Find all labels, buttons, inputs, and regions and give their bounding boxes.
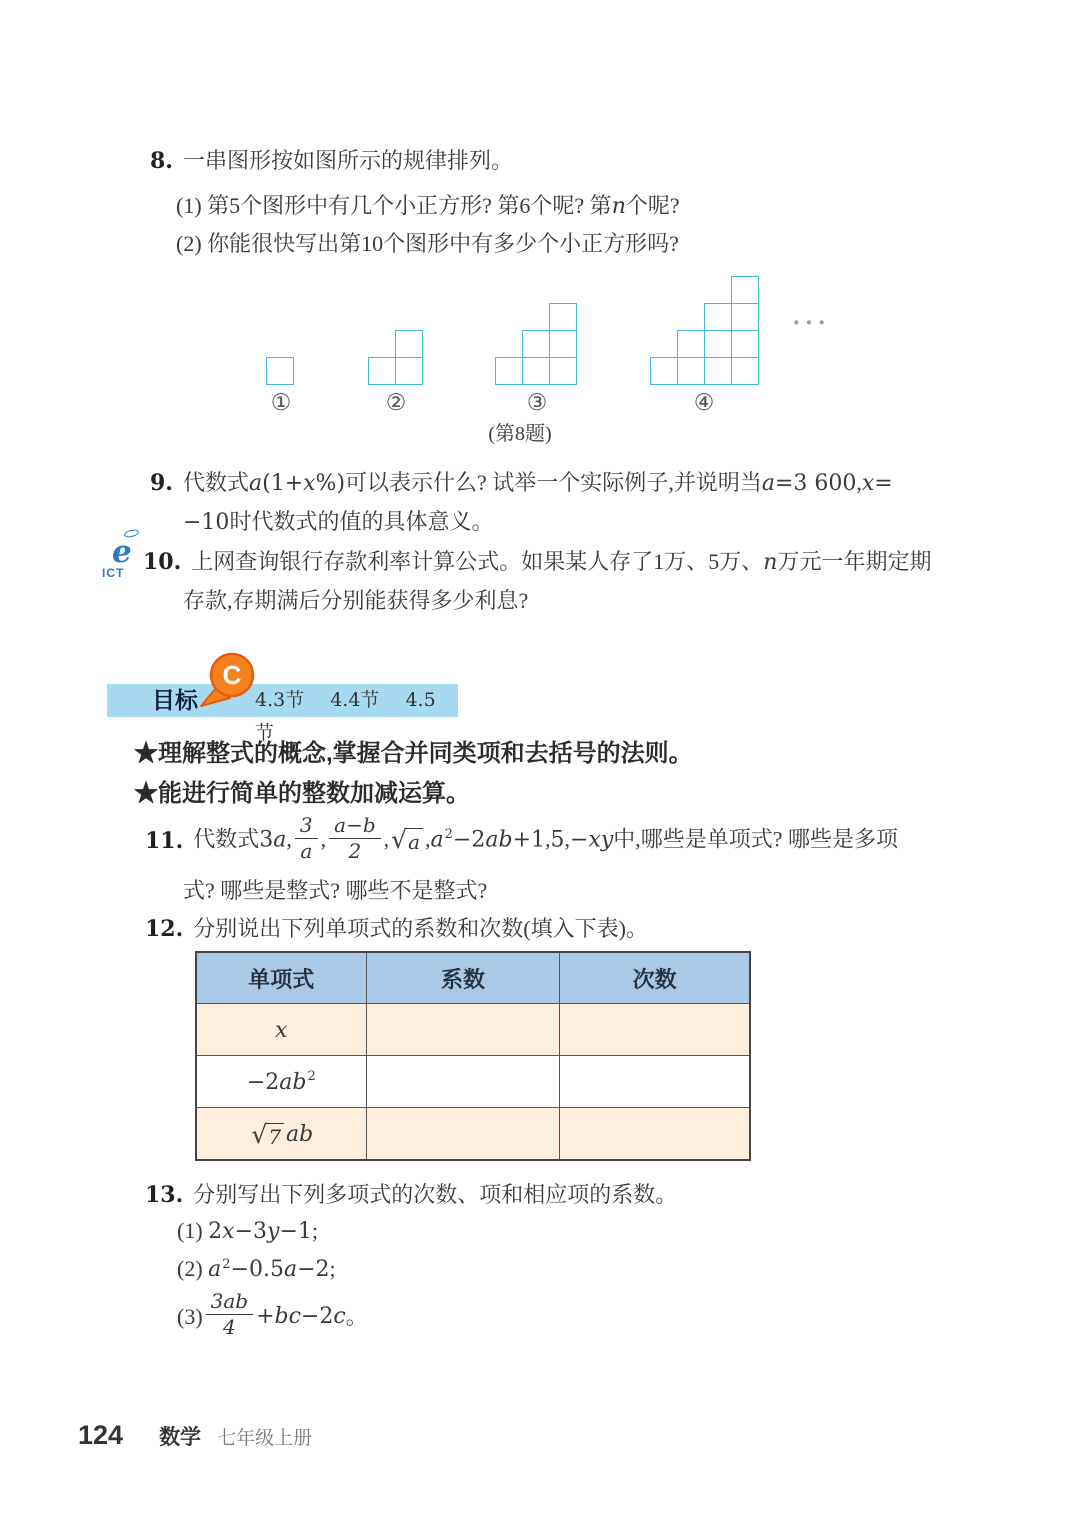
figure-label-1: ①	[270, 390, 292, 416]
monomial-cell-2: $-2ab^2$	[196, 1056, 366, 1108]
small-square	[704, 303, 732, 331]
small-square	[395, 357, 423, 385]
problem-8-number: 8.	[150, 148, 173, 174]
table-row	[196, 1108, 750, 1161]
table-row	[196, 1004, 750, 1056]
small-square	[731, 303, 759, 331]
small-square	[704, 357, 732, 385]
figure-caption: (第8题)	[488, 423, 552, 445]
figure-label-2: ②	[385, 390, 407, 416]
small-square	[549, 330, 577, 358]
problem-12-number: 12.	[145, 916, 184, 942]
figure-label-4: ④	[693, 390, 715, 416]
small-square	[731, 330, 759, 358]
problem-9-line2: −10时代数式的值的具体意义。	[183, 509, 494, 535]
problem-8-text: 一串图形按如图所示的规律排列。	[182, 148, 513, 173]
problem-13-item-1: (1) 2x−3y−1;	[177, 1218, 319, 1244]
degree-cell-1	[560, 1004, 750, 1056]
coefficient-cell-2	[366, 1056, 560, 1108]
problem-8-title	[150, 146, 513, 176]
problem-13-item-3: (3) $\frac{3ab}{4}$ + bc −2 c 。	[177, 1288, 368, 1339]
ict-e-glyph: e	[112, 534, 132, 570]
pattern-figure-2	[368, 329, 424, 385]
small-square	[677, 357, 705, 385]
problem-12-text: 分别说出下列单项式的系数和次数(填入下表)。	[193, 916, 648, 941]
small-square	[704, 330, 732, 358]
problem-11-line1	[145, 812, 898, 870]
problem-11-text: 代数式3a, $\frac{3}{a}$ , $\frac{a-b}{2}$ , √ a $,a^2-2ab+1,5,-xy$中,哪些是单项式? 哪些是多项	[193, 812, 899, 863]
goal-section-2: 4.4节	[330, 689, 380, 711]
table-row	[196, 1056, 750, 1108]
problem-13-text: 分别写出下列多项式的次数、项和相应项的系数。	[193, 1182, 678, 1207]
problem-12-title	[145, 914, 648, 944]
coefficient-cell-3	[366, 1108, 560, 1161]
problem-9-text: 代数式a(1+x%)可以表示什么? 试举一个实际例子,并说明当a=3 600,x=	[182, 470, 893, 496]
ict-icon	[102, 534, 148, 588]
footer-grade: 七年级上册	[217, 1428, 313, 1449]
small-square	[495, 357, 523, 385]
goal-banner	[107, 684, 458, 744]
problem-10-text: 上网查询银行存款利率计算公式。如果某人存了1万、5万、n万元一年期定期	[191, 549, 932, 575]
problem-10-line2: 存款,存期满后分别能获得多少利息?	[183, 588, 529, 613]
problem-8-sub2: (2) 你能很快写出第10个图形中有多少个小正方形吗?	[176, 231, 679, 256]
problem-9-line1	[150, 468, 893, 499]
figure-ellipsis: ···	[792, 308, 831, 337]
degree-cell-3	[560, 1108, 750, 1161]
small-square	[650, 357, 678, 385]
header-degree: 次数	[560, 952, 750, 1004]
degree-cell-2	[560, 1056, 750, 1108]
small-square	[677, 330, 705, 358]
objective-1: ★理解整式的概念,掌握合并同类项和去括号的法则。	[134, 740, 693, 767]
small-square	[395, 330, 423, 358]
small-square	[522, 330, 550, 358]
page-number: 124	[78, 1420, 124, 1450]
problem-11-number: 11.	[145, 828, 184, 854]
small-square	[549, 357, 577, 385]
problem-10-number: 10.	[143, 549, 182, 575]
ict-label: ICT	[102, 566, 125, 580]
objective-2: ★能进行简单的整数加减运算。	[134, 780, 470, 807]
pattern-figure-4	[650, 275, 760, 385]
problem-9-number: 9.	[150, 470, 173, 496]
problem-8-sub1: (1) 第5个图形中有几个小正方形? 第6个呢? 第n个呢?	[176, 193, 680, 219]
small-square	[522, 357, 550, 385]
page-footer	[78, 1420, 312, 1451]
monomial-table	[195, 951, 751, 1161]
pattern-figure-1	[266, 356, 295, 385]
problem-13-item-2: (2) $a^2-0.5a-2$;	[177, 1256, 336, 1282]
coefficient-cell-1	[366, 1004, 560, 1056]
monomial-cell-1: x	[196, 1004, 366, 1056]
monomial-cell-3: √ 7 ab	[196, 1108, 366, 1161]
svg-text:C: C	[222, 660, 242, 690]
header-monomial: 单项式	[196, 952, 366, 1004]
figure-label-3: ③	[526, 390, 548, 416]
goal-title: 目标	[152, 687, 198, 713]
goal-section-1: 4.3节	[255, 689, 305, 711]
pattern-figure-3	[495, 302, 578, 385]
small-square	[731, 276, 759, 304]
problem-13-number: 13.	[145, 1182, 184, 1208]
small-square	[368, 357, 396, 385]
problem-10-line1	[143, 547, 931, 578]
small-square	[549, 303, 577, 331]
small-square	[731, 357, 759, 385]
goal-section-3: 4.5节	[255, 689, 436, 744]
problem-11-line2: 式? 哪些是整式? 哪些不是整式?	[183, 878, 488, 903]
header-coefficient: 系数	[366, 952, 560, 1004]
small-square	[266, 357, 294, 385]
problem-13-title	[145, 1180, 677, 1210]
table-header-row	[196, 952, 750, 1004]
footer-subject: 数学	[159, 1426, 202, 1449]
goal-badge-c	[198, 648, 260, 710]
